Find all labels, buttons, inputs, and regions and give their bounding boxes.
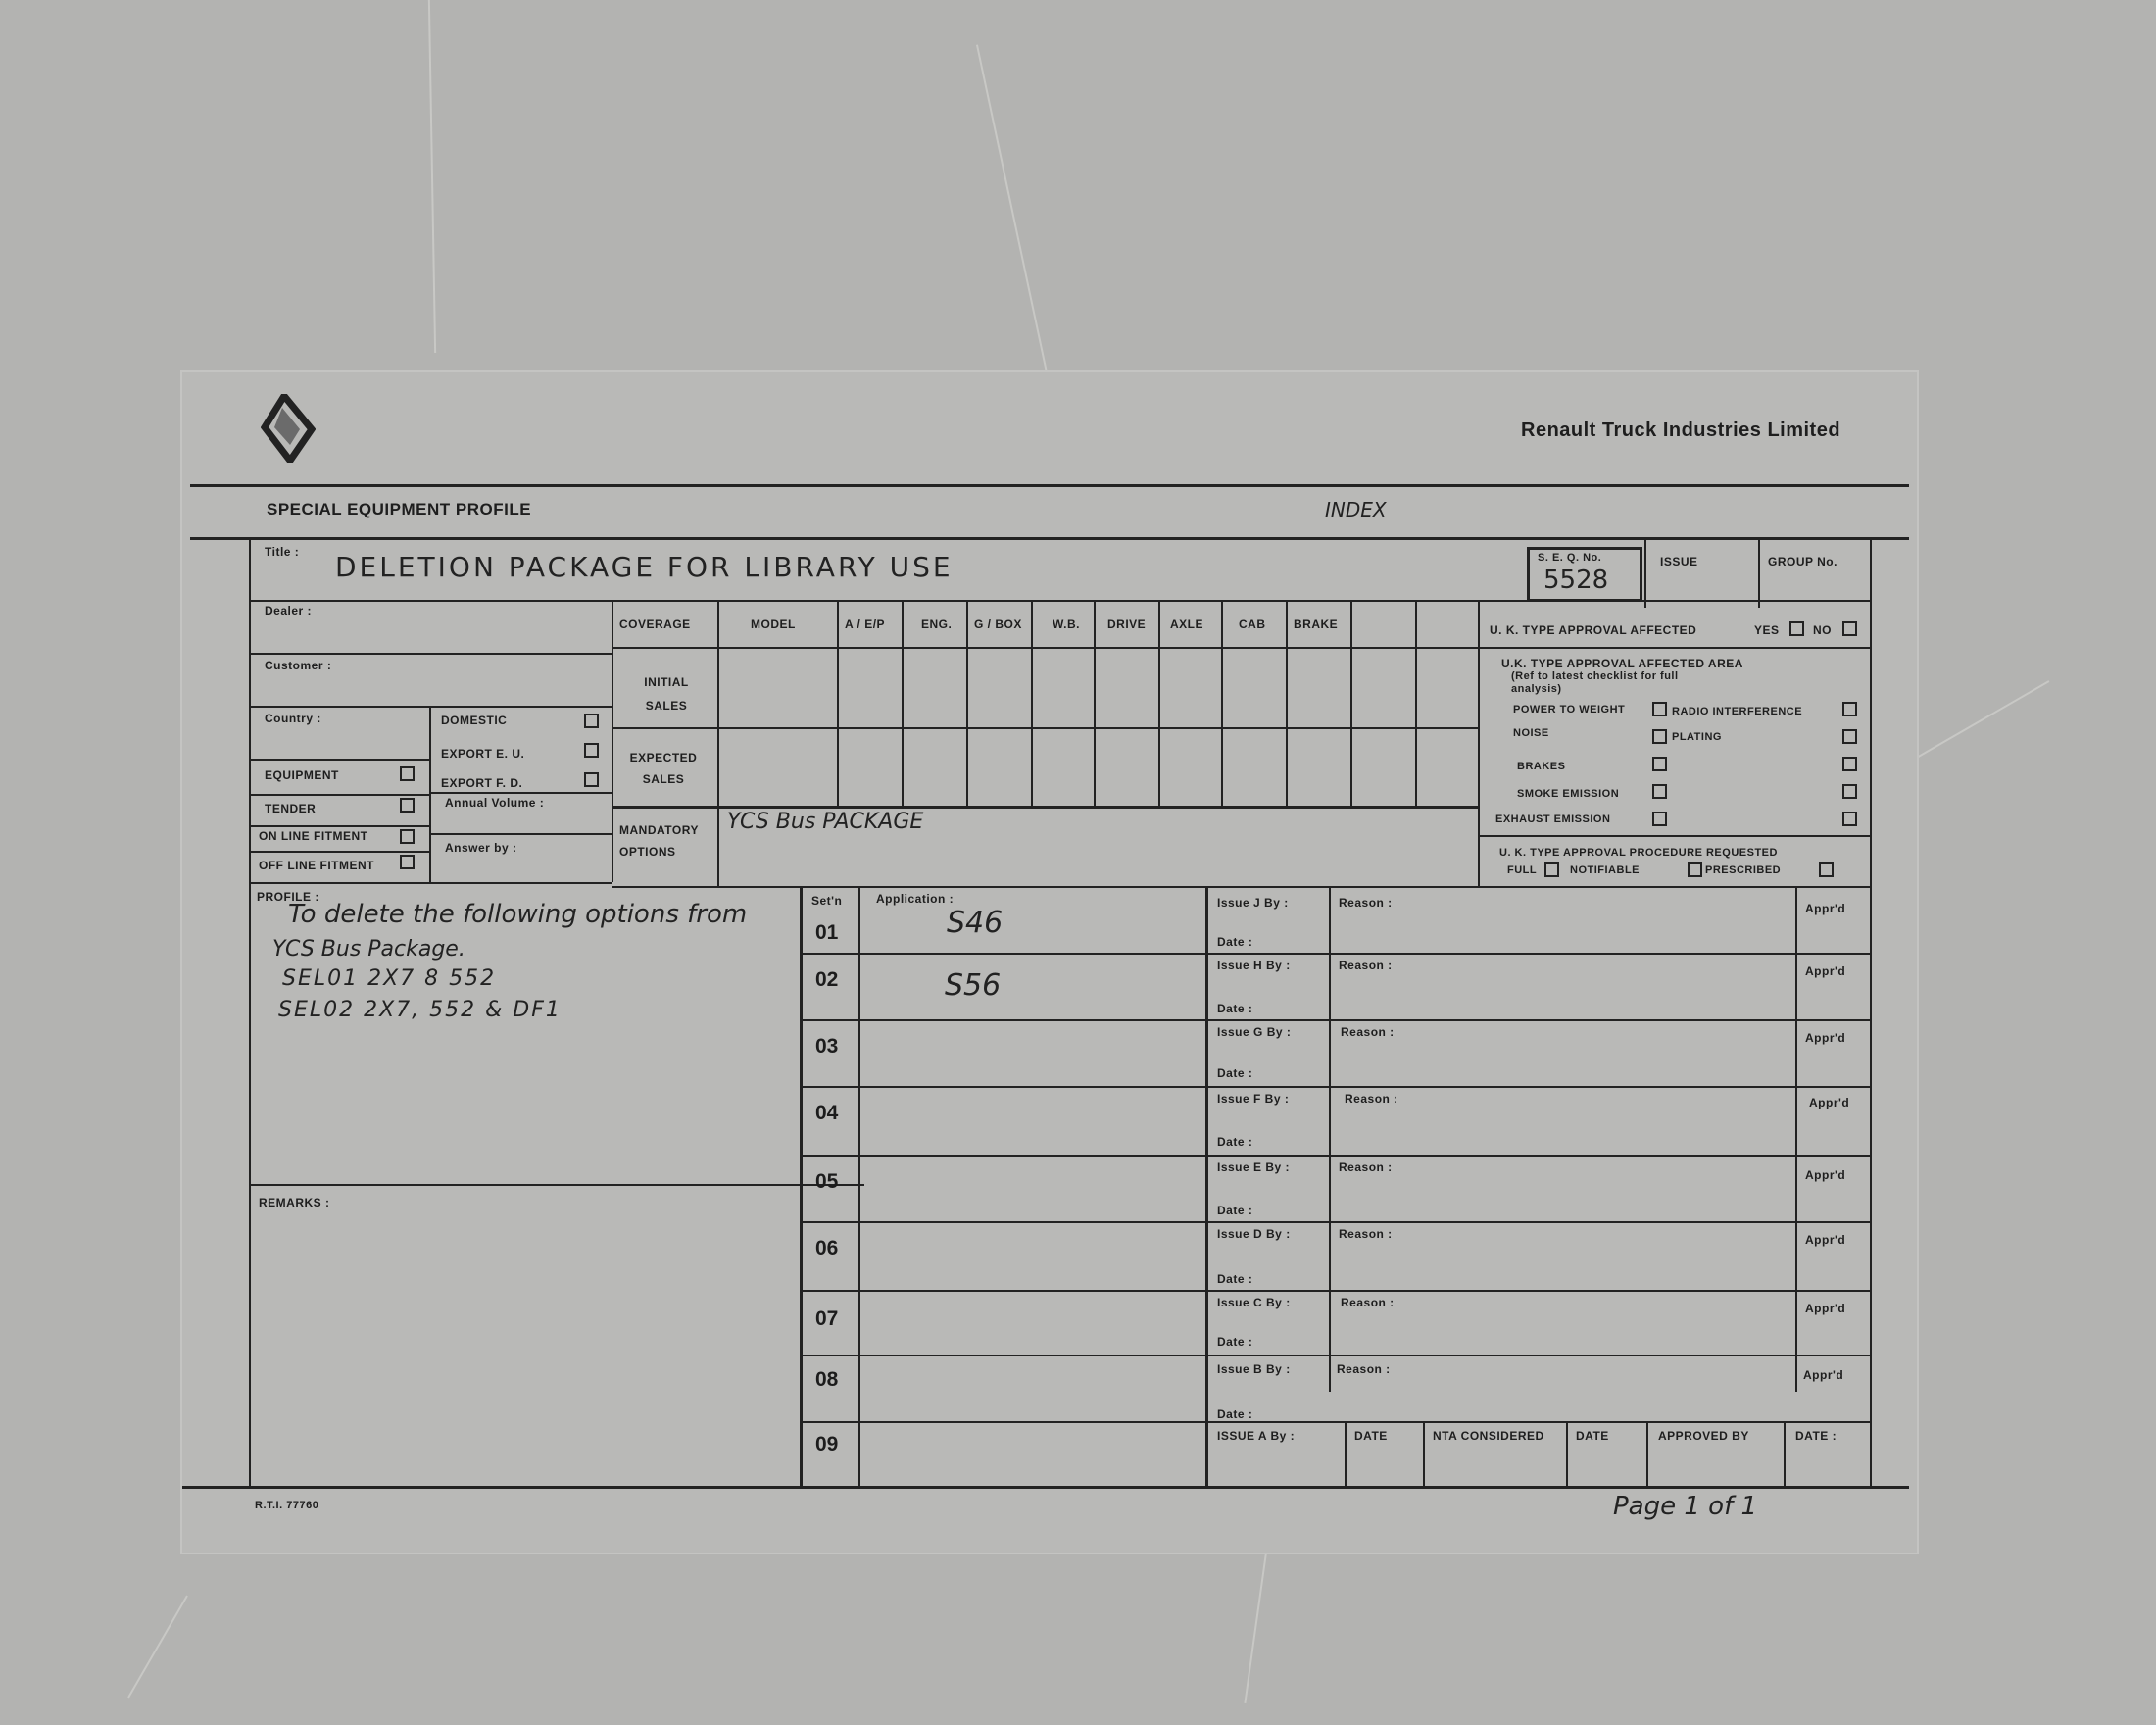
coverage-aep: A / E/P: [845, 617, 886, 631]
application-label: Application :: [876, 892, 955, 906]
issue-f-reason: Reason :: [1345, 1092, 1398, 1106]
issue-d-apprd: Appr'd: [1805, 1233, 1846, 1247]
customer-label: Customer :: [265, 659, 332, 672]
coverage-drive: DRIVE: [1107, 617, 1147, 631]
index-note: INDEX: [1325, 498, 1387, 521]
issue-j-apprd: Appr'd: [1805, 902, 1846, 915]
initial-sales-label: INITIAL SALES: [644, 675, 689, 713]
market-export-fd: EXPORT F. D.: [441, 776, 523, 790]
expected-sales-label: EXPECTED SALES: [629, 751, 698, 786]
yes-label: YES: [1754, 623, 1780, 637]
issue-g-apprd: Appr'd: [1805, 1031, 1846, 1045]
issue-label: ISSUE: [1660, 555, 1698, 568]
type-tender: TENDER: [265, 802, 317, 815]
issue-e-apprd: Appr'd: [1805, 1168, 1846, 1182]
issue-e-reason: Reason :: [1339, 1160, 1393, 1174]
plating-checkbox[interactable]: [1842, 729, 1857, 744]
no-label: NO: [1813, 623, 1832, 637]
area-plating: PLATING: [1672, 731, 1722, 743]
country-label: Country :: [265, 712, 321, 725]
issue-b-by: Issue B By :: [1217, 1362, 1291, 1376]
coverage-model: MODEL: [751, 617, 796, 631]
issue-j-reason: Reason :: [1339, 896, 1393, 910]
export-eu-checkbox[interactable]: [584, 743, 599, 758]
profile-line-4: SEL02 2X7, 552 & DF1: [278, 998, 562, 1022]
no-checkbox[interactable]: [1842, 621, 1857, 636]
area-noise: NOISE: [1513, 727, 1549, 739]
exhaust-emission-checkbox[interactable]: [1652, 812, 1667, 826]
radio-interference-checkbox[interactable]: [1842, 702, 1857, 716]
seq-value: 5528: [1544, 566, 1609, 595]
company-name: Renault Truck Industries Limited: [1521, 419, 1841, 441]
power-to-weight-checkbox[interactable]: [1652, 702, 1667, 716]
set-number-09: 09: [815, 1433, 839, 1455]
set-number-07: 07: [815, 1307, 839, 1330]
application-01: S46: [947, 906, 1004, 940]
coverage-label: COVERAGE: [619, 617, 691, 631]
answer-by-label: Answer by :: [445, 841, 517, 855]
profile-line-2: YCS Bus Package.: [272, 937, 466, 961]
set-number-01: 01: [815, 921, 839, 944]
area-power-to-weight: POWER TO WEIGHT: [1513, 704, 1626, 715]
market-export-eu: EXPORT E. U.: [441, 747, 525, 761]
issue-b-date: Date :: [1217, 1407, 1253, 1421]
smoke-emission-checkbox[interactable]: [1652, 784, 1667, 799]
coverage-wb: W.B.: [1053, 617, 1080, 631]
area-exhaust-emission: EXHAUST EMISSION: [1495, 813, 1611, 825]
issue-f-by: Issue F By :: [1217, 1092, 1290, 1106]
issue-h-reason: Reason :: [1339, 959, 1393, 972]
market-domestic: DOMESTIC: [441, 714, 508, 727]
profile-line-1: To delete the following options from: [288, 900, 748, 929]
issue-h-by: Issue H By :: [1217, 959, 1291, 972]
noise-checkbox[interactable]: [1652, 729, 1667, 744]
issue-j-date: Date :: [1217, 935, 1253, 949]
type-off-line: OFF LINE FITMENT: [259, 859, 374, 872]
group-label: GROUP No.: [1768, 555, 1838, 568]
renault-diamond-logo: [261, 394, 316, 463]
type-equipment: EQUIPMENT: [265, 768, 339, 782]
bottom-date-2: DATE: [1576, 1429, 1609, 1443]
form-sheet: [182, 372, 1917, 1552]
set-number-08: 08: [815, 1368, 839, 1391]
bottom-nta-considered: NTA CONSIDERED: [1433, 1429, 1544, 1443]
set-number-04: 04: [815, 1102, 839, 1124]
bottom-approved-by: APPROVED BY: [1658, 1429, 1749, 1443]
remarks-label: REMARKS :: [259, 1196, 330, 1209]
on-line-checkbox[interactable]: [400, 829, 415, 844]
issue-d-reason: Reason :: [1339, 1227, 1393, 1241]
area-smoke-emission: SMOKE EMISSION: [1517, 788, 1620, 800]
set-number-02: 02: [815, 968, 839, 991]
issue-g-date: Date :: [1217, 1066, 1253, 1080]
title-value: DELETION PACKAGE FOR LIBRARY USE: [335, 551, 954, 583]
issue-d-by: Issue D By :: [1217, 1227, 1291, 1241]
type-on-line: ON LINE FITMENT: [259, 829, 368, 843]
bottom-date-1: DATE: [1354, 1429, 1388, 1443]
issue-c-apprd: Appr'd: [1805, 1302, 1846, 1315]
issue-c-reason: Reason :: [1341, 1296, 1395, 1309]
equipment-checkbox[interactable]: [400, 766, 415, 781]
coverage-cab: CAB: [1239, 617, 1266, 631]
mandatory-options-label: MANDATORY OPTIONS: [619, 823, 699, 859]
bottom-date-3: DATE :: [1795, 1429, 1838, 1443]
issue-j-by: Issue J By :: [1217, 896, 1289, 910]
issue-g-by: Issue G By :: [1217, 1025, 1292, 1039]
coverage-gbox: G / BOX: [974, 617, 1022, 631]
brakes-right-checkbox[interactable]: [1842, 757, 1857, 771]
notifiable-checkbox[interactable]: [1688, 862, 1702, 877]
procedure-notifiable: NOTIFIABLE: [1570, 864, 1640, 876]
uk-affected-label: U. K. TYPE APPROVAL AFFECTED: [1490, 623, 1697, 637]
issue-b-reason: Reason :: [1337, 1362, 1391, 1376]
issue-d-date: Date :: [1217, 1272, 1253, 1286]
dealer-label: Dealer :: [265, 604, 313, 617]
issue-f-apprd: Appr'd: [1809, 1096, 1850, 1109]
coverage-brake: BRAKE: [1294, 617, 1339, 631]
uk-area-label: U.K. TYPE APPROVAL AFFECTED AREA: [1501, 657, 1743, 670]
issue-e-date: Date :: [1217, 1204, 1253, 1217]
coverage-axle: AXLE: [1170, 617, 1204, 631]
smoke-right-checkbox[interactable]: [1842, 784, 1857, 799]
area-brakes: BRAKES: [1517, 761, 1566, 772]
prescribed-checkbox[interactable]: [1819, 862, 1834, 877]
coverage-eng: ENG.: [921, 617, 953, 631]
issue-c-date: Date :: [1217, 1335, 1253, 1349]
annual-volume-label: Annual Volume :: [445, 796, 545, 810]
mandatory-options-value: YCS Bus PACKAGE: [727, 810, 924, 834]
brakes-checkbox[interactable]: [1652, 757, 1667, 771]
procedure-full: FULL: [1507, 864, 1538, 876]
issue-b-apprd: Appr'd: [1803, 1368, 1844, 1382]
yes-checkbox[interactable]: [1789, 621, 1804, 636]
issue-g-reason: Reason :: [1341, 1025, 1395, 1039]
set-number-06: 06: [815, 1237, 839, 1259]
form-code: R.T.I. 77760: [255, 1500, 319, 1511]
issue-h-date: Date :: [1217, 1002, 1253, 1015]
page-note: Page 1 of 1: [1613, 1492, 1758, 1521]
issue-a-by: ISSUE A By :: [1217, 1429, 1296, 1443]
set-number-05: 05: [815, 1170, 839, 1193]
issue-f-date: Date :: [1217, 1135, 1253, 1149]
off-line-checkbox[interactable]: [400, 855, 415, 869]
issue-c-by: Issue C By :: [1217, 1296, 1291, 1309]
application-02: S56: [945, 968, 1002, 1003]
set-number-03: 03: [815, 1035, 839, 1058]
profile-label: PROFILE :: [257, 890, 319, 904]
uk-procedure-label: U. K. TYPE APPROVAL PROCEDURE REQUESTED: [1499, 847, 1778, 859]
tender-checkbox[interactable]: [400, 798, 415, 813]
export-fd-checkbox[interactable]: [584, 772, 599, 787]
uk-area-note: (Ref to latest checklist for full analysis): [1511, 670, 1679, 695]
form-title: SPECIAL EQUIPMENT PROFILE: [267, 500, 532, 518]
seq-label: S. E. Q. No.: [1538, 552, 1602, 564]
exhaust-right-checkbox[interactable]: [1842, 812, 1857, 826]
setn-label: Set'n: [811, 894, 843, 908]
procedure-prescribed: PRESCRIBED: [1705, 864, 1782, 876]
title-label: Title :: [265, 545, 300, 559]
area-radio-interference: RADIO INTERFERENCE: [1672, 706, 1803, 717]
full-checkbox[interactable]: [1544, 862, 1559, 877]
seq-box: [1527, 547, 1642, 602]
profile-line-3: SEL01 2X7 8 552: [282, 966, 497, 991]
issue-e-by: Issue E By :: [1217, 1160, 1291, 1174]
issue-h-apprd: Appr'd: [1805, 964, 1846, 978]
domestic-checkbox[interactable]: [584, 714, 599, 728]
